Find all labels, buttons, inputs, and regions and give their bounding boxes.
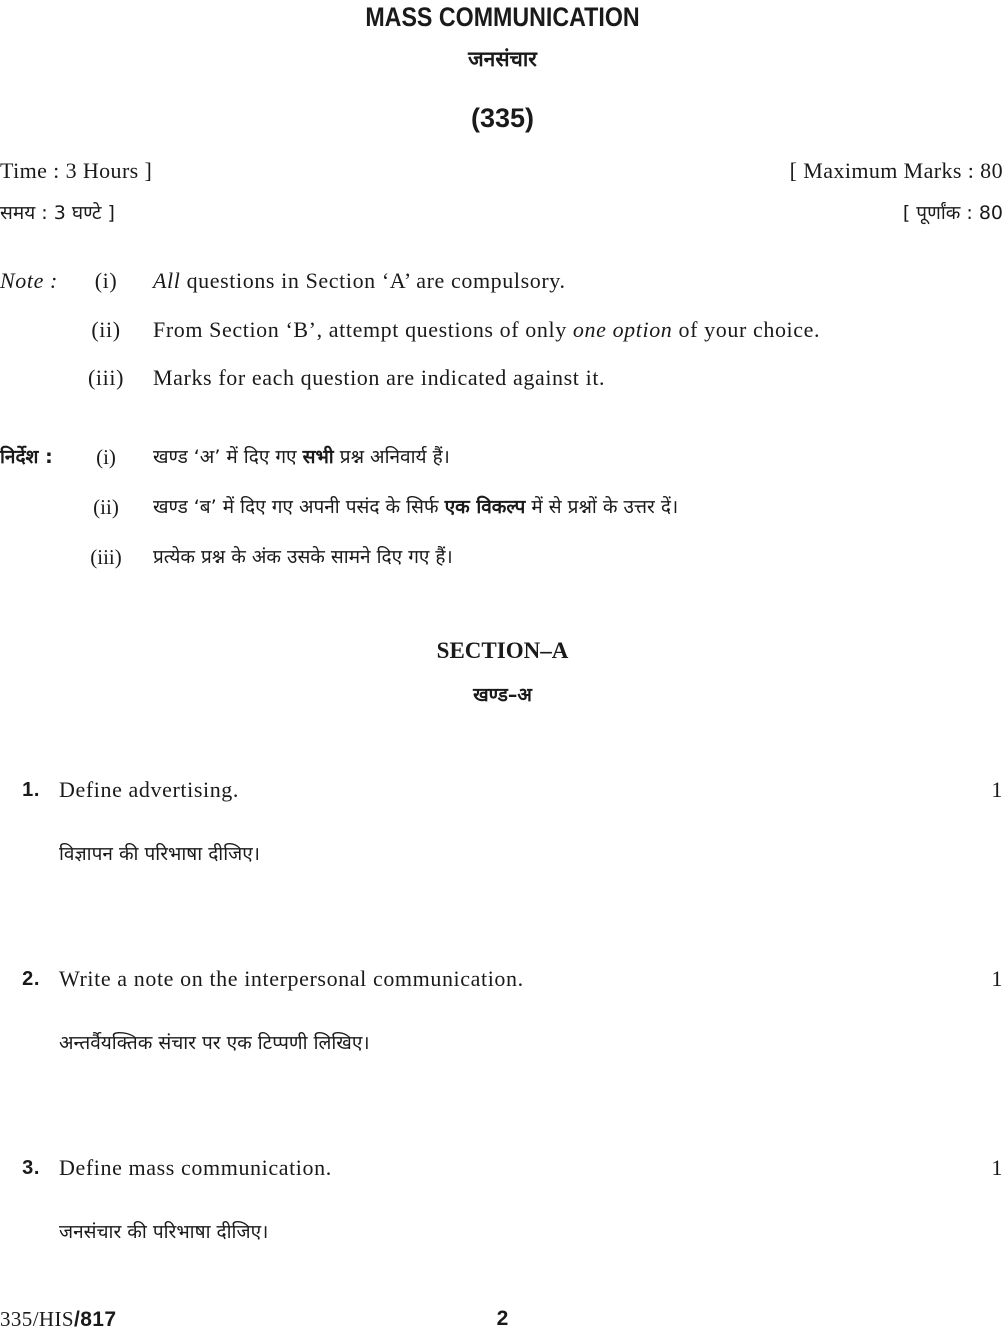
- paper-code: (335): [470, 103, 535, 133]
- question-text: Define mass communication.: [59, 1155, 332, 1180]
- question-row: [0, 962, 1003, 996]
- subject-title-hindi: जनसंचार: [468, 47, 537, 71]
- time-label: Time : 3 Hours ]: [0, 158, 153, 183]
- footer-paper-code: 335/HIS/817: [0, 1307, 117, 1331]
- question-text: Define advertising.: [59, 777, 240, 802]
- note-item: [0, 264, 1005, 298]
- question-marks: 1: [991, 777, 1003, 802]
- max-marks-label-hindi: [ पूर्णांक : 80: [902, 202, 1003, 224]
- question-number: 2.: [22, 968, 40, 990]
- max-marks-label: [ Maximum Marks : 80: [789, 158, 1003, 183]
- note-number: (ii): [93, 495, 119, 519]
- note-text-hindi: प्रत्येक प्रश्न के अंक उसके सामने दिए गए हैं।: [153, 546, 453, 568]
- section-title-hindi: खण्ड–अ: [473, 684, 532, 706]
- note-text-hindi: खण्ड ‘अ’ में दिए गए सभी प्रश्न अनिवार्य हैं।: [153, 446, 450, 468]
- subject-title: MASS COMMUNICATION: [365, 2, 640, 32]
- note-item: [0, 313, 1005, 347]
- note-item-hindi: [0, 440, 1005, 474]
- question-text: Write a note on the interpersonal communication.: [59, 966, 524, 991]
- question-row: [0, 773, 1003, 807]
- note-item: [0, 361, 1005, 395]
- question-number: 1.: [22, 779, 40, 801]
- note-number: (i): [94, 268, 118, 293]
- note-item-hindi: [0, 540, 1005, 574]
- note-item-hindi: [0, 490, 1005, 524]
- note-text: All questions in Section ‘A’ are compulsory.: [153, 268, 566, 293]
- question-marks: 1: [991, 1155, 1003, 1180]
- question-number: 3.: [22, 1157, 40, 1179]
- note-label-hindi: निर्देश :: [0, 446, 53, 468]
- note-number: (iii): [88, 365, 124, 390]
- note-label: Note :: [0, 268, 58, 293]
- note-text: Marks for each question are indicated against it.: [153, 365, 606, 390]
- question-text-hindi: अन्तर्वैयक्तिक संचार पर एक टिप्पणी लिखिए।: [59, 1032, 370, 1054]
- page-number: 2: [496, 1307, 509, 1330]
- question-text-hindi: विज्ञापन की परिभाषा दीजिए।: [59, 843, 260, 865]
- note-number: (iii): [90, 545, 122, 569]
- question-row: [0, 1151, 1003, 1185]
- note-number: (ii): [91, 317, 121, 342]
- note-text: From Section ‘B’, attempt questions of only one option of your choice.: [153, 317, 821, 342]
- question-text-hindi: जनसंचार की परिभाषा दीजिए।: [59, 1221, 269, 1243]
- section-title: SECTION–A: [436, 638, 569, 663]
- note-number: (i): [96, 445, 116, 469]
- time-label-hindi: समय : 3 घण्टे ]: [0, 202, 115, 224]
- note-text-hindi: खण्ड ‘ब’ में दिए गए अपनी पसंद के सिर्फ एक विकल्प में से प्रश्नों के उत्तर दें।: [153, 496, 679, 518]
- question-marks: 1: [991, 966, 1003, 991]
